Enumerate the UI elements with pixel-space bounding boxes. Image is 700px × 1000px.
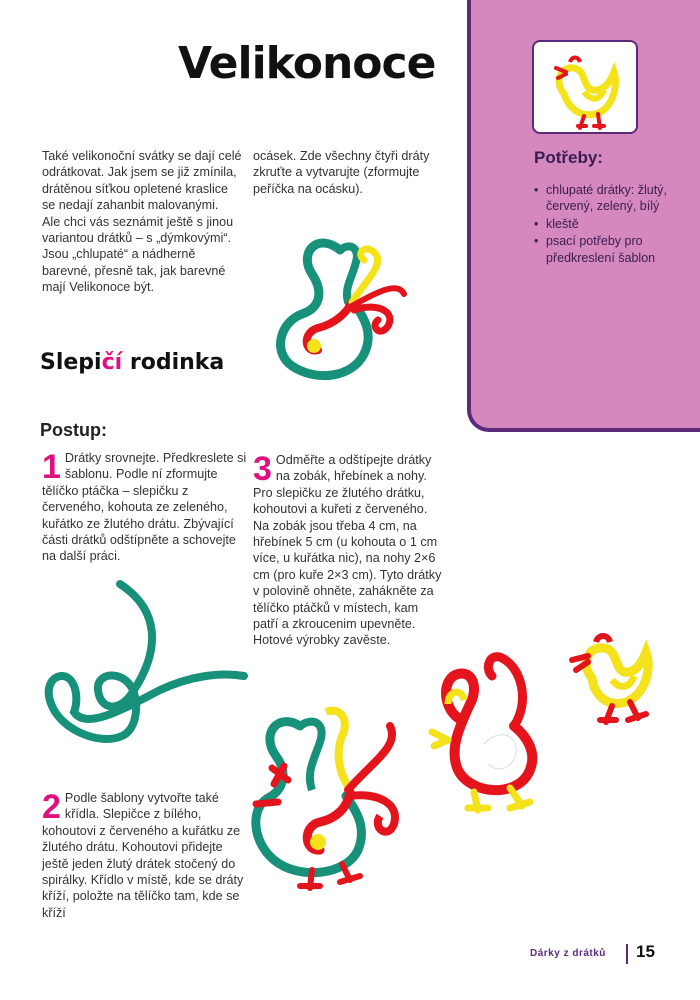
supplies-item: • psací potřeby pro předkreslení šablon: [534, 233, 674, 266]
rooster-finished: [250, 700, 420, 890]
subtitle-highlight: čí: [101, 350, 123, 375]
page-number: 15: [636, 942, 655, 961]
supplies-list: [534, 182, 674, 267]
step-text: Odměřte a odštípejte drátky na zobák, hřebínek a nohy. Pro slepičku ze žlutého drátku, kohoutovi a kuřeti z červeného. Na zobák jsou třeba 4 cm, na hřebínek 5 cm (u kohouta o 1 cm více, u kuřátka nic), na nohy 2×6 cm (pro kuře 2×3 cm). Tyto drátky v polovině ohněte, zahákněte za tělíčko ptáčků v místech, kam patří a zkroucenim upevněte. Hotové výrobky zavěste.: [253, 453, 442, 648]
step-text: Podle šablony vytvořte také křídla. Slepičce z bílého, kohoutovi z červeného a kuřátku ze žlutého drátu. Kohoutovi přidejte ještě jeden žlutý drátek stočený do spirálky. Křídlo v místě, kde se dráty kříží, položte na tělíčko tam, kde se kříží: [42, 791, 244, 920]
step-1: [42, 450, 247, 565]
section-subtitle: [40, 350, 224, 375]
supplies-title: Potřeby:: [534, 148, 603, 167]
intro-text-continued: ocásek. Zde všechny čtyři dráty zkruťte a vytvarujte (zformujte peříčka na ocásku).: [253, 149, 430, 196]
page-title: Velikonoce: [178, 38, 436, 89]
chick-thumbnail-illustration: [534, 42, 640, 136]
subtitle-part: rodinka: [122, 350, 225, 375]
subtitle-part: Slepi: [40, 350, 102, 375]
procedure-heading: Postup:: [40, 420, 107, 440]
step-3: [253, 452, 445, 649]
step-number: 1: [42, 448, 61, 486]
step-number: 2: [42, 788, 61, 826]
hen-finished: [418, 648, 558, 818]
footer-divider: [626, 944, 628, 964]
chick-finished: [566, 630, 666, 740]
footer-book-title: Dárky z drátků: [530, 948, 606, 959]
green-wire-illustration: [40, 580, 260, 760]
supplies-item: • chlupaté drátky: žlutý, červený, zelený, bílý: [534, 182, 674, 215]
supplies-item: • kleště: [534, 216, 674, 232]
step-text: Drátky srovnejte. Předkreslete si šablonu. Podle ní zformujte tělíčko ptáčka – slepičku z červeného, kohouta ze zeleného, kuřátko ze žlutého drátu. Zbývající části drátků odštípněte a schovejte na další práci.: [42, 451, 247, 564]
step-number: 3: [253, 450, 272, 488]
intro-text: Také velikonoční svátky se dají celé odrátkovat. Jak jsem se již zmínila, drátěnou síťkou opletené kraslice se nedají zahanbit malovanými. Ale chci vás seznámit ještě s jinou variantou drátků – s „dýmkovými“. Jsou „chlupaté“ a nádherně barevné, přesně tak, jak barevné mají Velikonoce být.: [42, 149, 242, 295]
chick-thumbnail: [532, 40, 638, 134]
step-2: [42, 790, 247, 921]
rooster-figure: [248, 222, 448, 392]
